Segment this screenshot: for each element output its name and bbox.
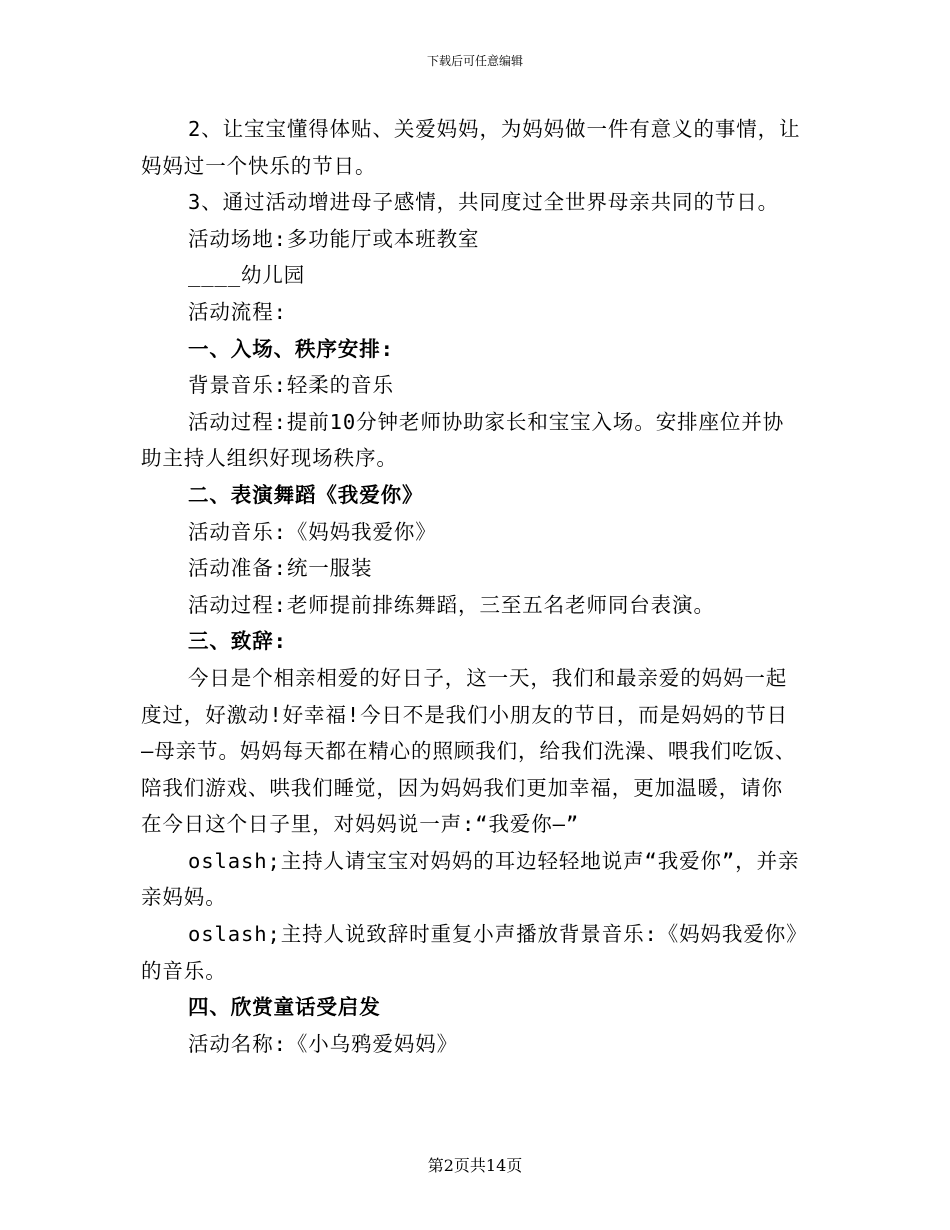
- text-line: 陪我们游戏、哄我们睡觉，因为妈妈我们更加幸福，更加温暖，请你: [141, 775, 783, 800]
- text-line: 活动准备:统一服装: [188, 556, 373, 581]
- document-body: [141, 111, 811, 1062]
- text-line: 3、通过活动增进母子感情，共同度过全世界母亲共同的节日。: [188, 190, 780, 215]
- page-header: 下载后可任意编辑: [426, 54, 523, 68]
- text-line: 活动名称:《小乌鸦爱妈妈》: [188, 1031, 459, 1056]
- text-line: 助主持人组织好现场秩序。: [141, 446, 398, 471]
- text-line: 在今日这个日子里，对妈妈说一声:“我爱你—”: [141, 812, 580, 837]
- section-heading: 三、致辞:: [188, 629, 287, 654]
- text-line: 2、让宝宝懂得体贴、关爱妈妈，为妈妈做一件有意义的事情，让: [188, 117, 801, 141]
- text-line: oslash;主持人说致辞时重复小声播放背景音乐:《妈妈我爱你》: [188, 922, 808, 947]
- text-line: —母亲节。妈妈每天都在精心的照顾我们，给我们洗澡、喂我们吃饭、: [141, 739, 797, 764]
- text-line: 亲妈妈。: [141, 885, 227, 910]
- section-heading: 二、表演舞蹈《我爱你》: [188, 482, 424, 507]
- text-line: 活动场地:多功能厅或本班教室: [188, 226, 480, 251]
- text-line: 活动过程:老师提前排练舞蹈，三至五名老师同台表演。: [188, 592, 715, 617]
- text-line: 活动音乐:《妈妈我爱你》: [188, 519, 437, 544]
- text-line: 活动过程:提前10分钟老师协助家长和宝宝入场。安排座位并协: [188, 409, 785, 434]
- text-line: ____幼儿园: [188, 263, 306, 288]
- text-line: 度过，好激动!好幸福!今日不是我们小朋友的节日，而是妈妈的节日: [141, 702, 789, 727]
- text-line: 活动流程:: [188, 299, 287, 324]
- text-line: 背景音乐:轻柔的音乐: [188, 373, 394, 398]
- text-line: 妈妈过一个快乐的节日。: [141, 153, 377, 178]
- text-line: 的音乐。: [141, 958, 227, 983]
- section-heading: 四、欣赏童话受启发: [188, 995, 381, 1020]
- text-line: 今日是个相亲相爱的好日子，这一天，我们和最亲爱的妈妈一起: [188, 665, 788, 690]
- section-heading: 一、入场、秩序安排:: [188, 336, 394, 361]
- page-footer: 第2页共14页: [427, 1156, 523, 1175]
- text-line: oslash;主持人请宝宝对妈妈的耳边轻轻地说声“我爱你”，并亲: [188, 848, 800, 873]
